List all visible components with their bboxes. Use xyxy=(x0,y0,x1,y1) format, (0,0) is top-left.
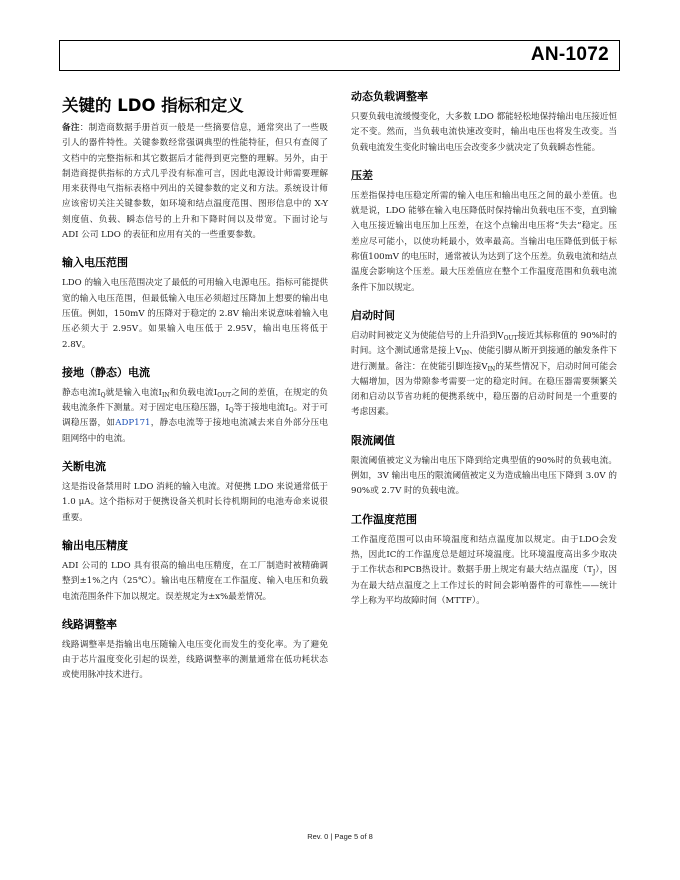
sub-g: G xyxy=(288,407,294,415)
heading-load-transient: 动态负载调整率 xyxy=(351,90,428,103)
startup-t3: 、使能引脚从断开到接通的触发条件下进行测量。备注：在使能引脚连接V xyxy=(351,346,617,372)
page-title: 关键的 LDO 指标和定义 xyxy=(62,96,244,115)
ground-current-t6: 。对于可调稳压器，如 xyxy=(62,403,328,429)
sub-out: OUT xyxy=(217,391,232,399)
heading-ground-current: 接地（静态）电流 xyxy=(62,365,150,379)
sub-q2: Q xyxy=(228,407,234,415)
sub-vout: OUT xyxy=(503,334,518,342)
input-voltage-range-text: LDO 的输入电压范围决定了最低的可用输入电源电压。指标可能提供宽的输入电压范围，但最低输入电压必须超过压降加上想要的输出电压值。例如，150mV 的压降对于稳定的 2.8V 输出来说意味着输入电压必须大于 2.95V。如果输入电压低于 2.95V，输出电压将低于 2.8V。 xyxy=(62,278,328,350)
ground-current-t2: 就是输入电流I xyxy=(105,387,162,398)
startup-time-text xyxy=(351,329,617,421)
doc-number: AN-1072 xyxy=(530,44,609,65)
operating-temp-text xyxy=(351,533,617,609)
header-bar xyxy=(59,40,620,71)
ground-current-t1: 静态电流I xyxy=(62,387,101,398)
intro-paragraph xyxy=(62,121,328,243)
heading-current-limit: 限流阈值 xyxy=(351,433,395,447)
startup-t4: 的某些情况下，启动时间可能会大幅增加，因为带隙参考需要一定的稳定时间。在稳压器需要频繁关闭和启动以节省功耗的便携系统中，稳压器的启动时间是一个重要的考虑因素。 xyxy=(351,361,617,418)
startup-t1: 启动时间被定义为使能信号的上升沿到V xyxy=(351,330,504,341)
output-voltage-accuracy-text: ADI 公司的 LDO 具有很高的输出电压精度，在工厂制造时被精确调整到±1%之内（25℃）。输出电压精度在工作温度、输入电压和负载电流范围条件下加以规定。误差规定为±x%最差情况。 xyxy=(62,560,328,602)
sub-in: IN xyxy=(161,391,170,399)
load-transient-text: 只要负载电流缓慢变化，大多数 LDO 都能轻松地保持输出电压接近恒定不变。然而，当负载电流快速改变时，输出电压也将发生改变。当负载电流发生变化时输出电压会改变多少就决定了负载瞬态性能。 xyxy=(351,112,617,153)
heading-line-regulation: 线路调整率 xyxy=(62,617,117,631)
dropout-voltage-text: 压差指保持电压稳定所需的输入电压和输出电压之间的最小差值。也就是说，LDO 能够在输入电压降低时保持输出负载电压不变，直到输入电压接近输出电压加上压差，在这个点输出电压将“失去”稳定。压差应尽可能小，以使功耗最小，效率最高。当输出电压降低到低于标称值100mV 的电压时，通常被认为达到了这个压差。负载电流和结点温度会影响这个压差。最大压差值应在整个工作温度范围和负载电流条件下加以规定。 xyxy=(351,190,617,293)
ground-current-t4: 之间的差值，在规定的负载电流条件下测量。对于固定电压稳压器，I xyxy=(62,387,328,414)
startup-t2: 接近其标称值的 90%时的时间。这个测试通常是接上V xyxy=(351,330,617,357)
page-footer: Rev. 0 | Page 5 of 8 xyxy=(307,832,373,841)
sub-j: J xyxy=(592,569,596,577)
intro-label: 备注 xyxy=(62,123,80,133)
line-regulation-text: 线路调整率是指输出电压随输入电压变化而发生的变化率。为了避免由于芯片温度变化引起的误差，线路调整率的测量通常在低功耗状态或使用脉冲技术进行。 xyxy=(62,639,328,681)
sub-q: Q xyxy=(100,391,106,399)
intro-text: ：制造商数据手册首页一般是一些摘要信息，通常突出了一些吸引人的器件特性。关键参数经常强调典型的性能特征，但只有查阅了文档中的完整指标和其它数据后才能得到更完整的理解。另外，由于制造商提供指标的方式几乎没有标准可言，因此电源设计师需要理解用来获得电气指标表格中列出的关键参数的定义和方法。系统设计师应该密切关注关键参数，如环境和结点温度范围、图形信息中的 X-Y 刻度值、负载、瞬态信号的上升和下降时间以及带宽。下面讨论与 ADI 公司 LDO 的表征和应用有关的一些重要参数。 xyxy=(62,123,328,241)
ground-current-t7: ，静态电流等于接地电流减去来自外部分压电阻网络中的电流。 xyxy=(62,418,328,444)
optemp-t1: 工作温度范围可以由环境温度和结点温度加以规定。由于LDO会发热，因此IC的工作温度总是超过环境温度。比环境温度高出多少取决于工作状态和PCB热设计。数据手册上规定有最大结点温度（T xyxy=(351,534,617,576)
ground-current-text xyxy=(62,386,328,447)
right-column xyxy=(351,88,617,620)
heading-output-voltage-accuracy: 输出电压精度 xyxy=(62,538,128,552)
optemp-t2: ），因为在最大结点温度之上工作过长的时间会影响器件的可靠性——统计学上称为平均故障时间（MTTF）。 xyxy=(351,565,618,606)
ground-current-t5: 等于接地电流I xyxy=(233,403,289,414)
ground-current-t3: 和负载电流I xyxy=(169,387,218,398)
heading-shutdown-current: 关断电流 xyxy=(62,460,106,474)
sub-vin2: IN xyxy=(487,365,496,373)
heading-dropout-voltage: 压差 xyxy=(351,168,373,182)
heading-input-voltage-range: 输入电压范围 xyxy=(62,256,128,270)
left-column xyxy=(62,88,328,695)
current-limit-text: 限流阈值被定义为输出电压下降到给定典型值的90%时的负载电流。例如，3V 输出电压的限流阈值被定义为造成输出电压下降到 3.0V 的 90%或 2.7V 时的负载电流。 xyxy=(351,455,617,497)
sub-vin: IN xyxy=(461,350,470,358)
heading-startup-time: 启动时间 xyxy=(351,308,395,322)
shutdown-current-text: 这是指设备禁用时 LDO 消耗的输入电流。对便携 LDO 来说通常低于 1.0 μA。这个指标对于便携设备关机时长待机期间的电池寿命来说很重要。 xyxy=(62,482,328,523)
adp171-link[interactable]: ADP171 xyxy=(115,418,151,429)
heading-operating-temp: 工作温度范围 xyxy=(351,512,417,526)
